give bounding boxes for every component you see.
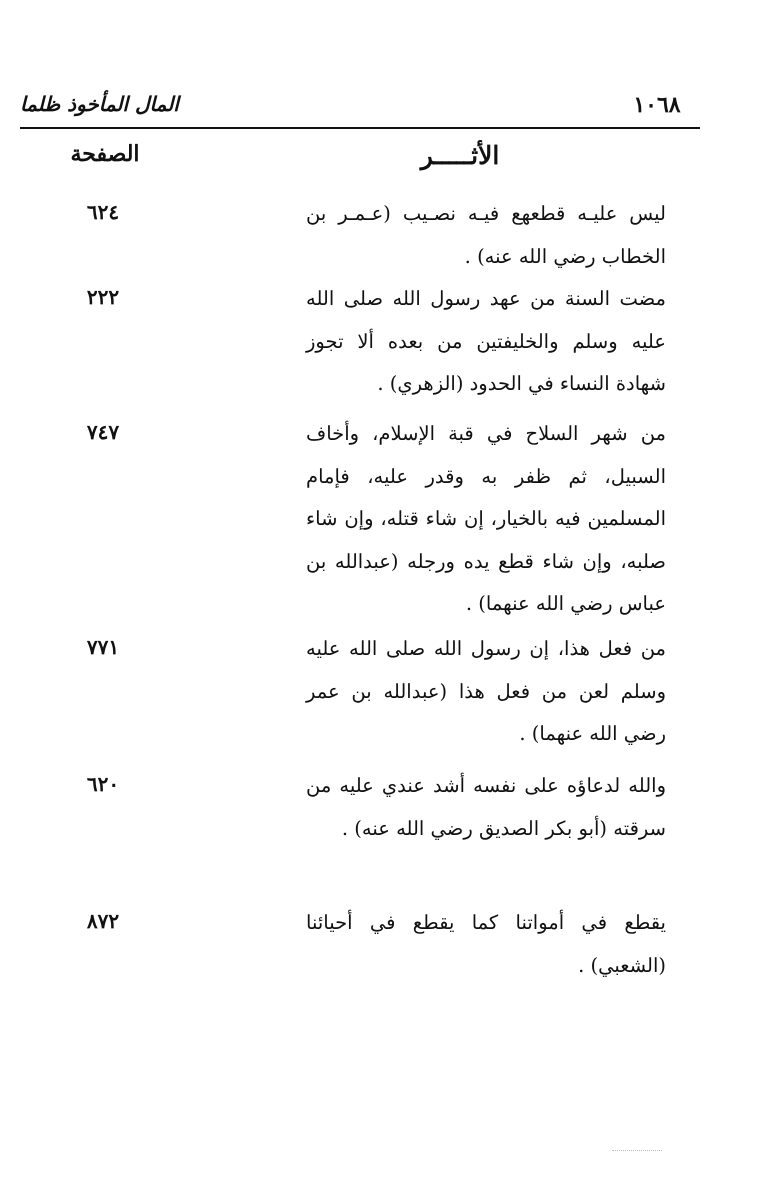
athar-entry-5-page: ٦٢٠ bbox=[86, 772, 120, 796]
athar-entry-2-text: مضت السنة من عهد رسول الله صلى الله عليه وسلم والخليفتين من بعده ألا تجوز شهادة النساء في الحدود (الزهري) . bbox=[306, 287, 666, 395]
athar-entry-5-text: والله لدعاؤه على نفسه أشد عندي عليه من سرقته (أبو بكر الصديق رضي الله عنه) . bbox=[306, 774, 666, 840]
page-column-heading: الصفحة bbox=[70, 141, 140, 167]
athar-entry-2-page: ٢٢٢ bbox=[86, 285, 120, 309]
page-number: ١٠٦٨ bbox=[633, 92, 681, 118]
footer-mark bbox=[612, 1150, 662, 1153]
athar-entry-3-text: من شهر السلاح في قبة الإسلام، وأخاف السبيل، ثم ظفر به وقدر عليه، فإمام المسلمين فيه بالخيار، إن شاء قتله، وإن شاء صلبه، وإن شاء قطع يده ورجله (عبدالله بن عباس رضي الله عنهما) . bbox=[306, 422, 666, 615]
athar-entry-1-text: ليس عليـه قطعهع فيـه نصـيب (عـمـر بن الخطاب رضي الله عنه) . bbox=[306, 202, 666, 268]
header-rule bbox=[20, 127, 700, 129]
athar-entry-3-page: ٧٤٧ bbox=[86, 420, 120, 444]
athar-entry-6-page: ٨٧٢ bbox=[86, 909, 120, 933]
athar-entry-1-page: ٦٢٤ bbox=[86, 200, 120, 224]
athar-column-heading: الأثـــــر bbox=[420, 141, 500, 170]
book-title: المال المأخوذ ظلما bbox=[20, 92, 179, 116]
athar-entry-4-text: من فعل هذا، إن رسول الله صلى الله عليه وسلم لعن من فعل هذا (عبدالله بن عمر رضي الله عنهما) . bbox=[306, 637, 666, 745]
athar-entry-4-page: ٧٧١ bbox=[86, 635, 120, 659]
athar-entry-6-text: يقطع في أمواتنا كما يقطع في أحيائنا (الشعبي) . bbox=[306, 911, 666, 977]
